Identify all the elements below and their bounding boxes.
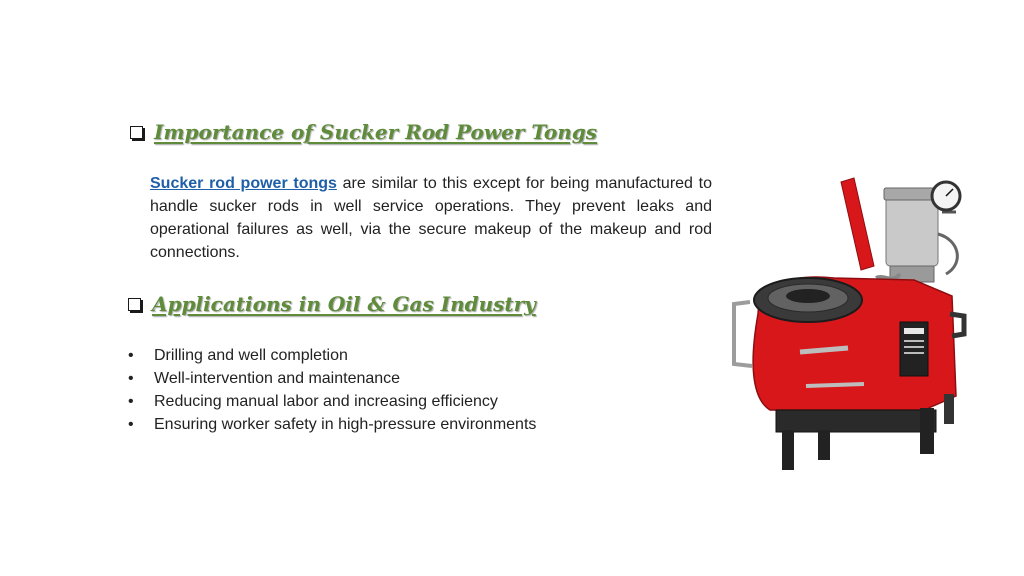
paragraph-text: are similar to this except for being manufactured to handle sucker rods in well service operations. They prevent leaks and operational failures as well, via the secure makeup of the makeup and rod connections. <box>150 175 713 261</box>
bullet-dot-icon: • <box>128 393 134 410</box>
bullet-dot-icon: • <box>128 370 134 387</box>
importance-paragraph <box>150 172 712 264</box>
section-heading-importance <box>130 120 597 144</box>
list-item: • Ensuring worker safety in high-pressure environments <box>128 413 536 436</box>
heading-text: Applications in Oil & Gas Industry <box>152 292 536 316</box>
power-tong-photo <box>724 174 974 474</box>
bullet-dot-icon: • <box>128 347 134 364</box>
checkbox-bullet-icon <box>130 126 143 139</box>
sucker-rod-power-tongs-link[interactable]: Sucker rod power tongs <box>150 175 337 192</box>
bullet-dot-icon: • <box>128 416 134 433</box>
list-item: • Drilling and well completion <box>128 344 536 367</box>
checkbox-bullet-icon <box>128 298 141 311</box>
section-heading-applications <box>128 292 536 316</box>
heading-text: Importance of Sucker Rod Power Tongs <box>154 120 598 144</box>
list-item: • Reducing manual labor and increasing efficiency <box>128 390 536 413</box>
list-item: • Well-intervention and maintenance <box>128 367 536 390</box>
applications-list <box>128 344 536 436</box>
